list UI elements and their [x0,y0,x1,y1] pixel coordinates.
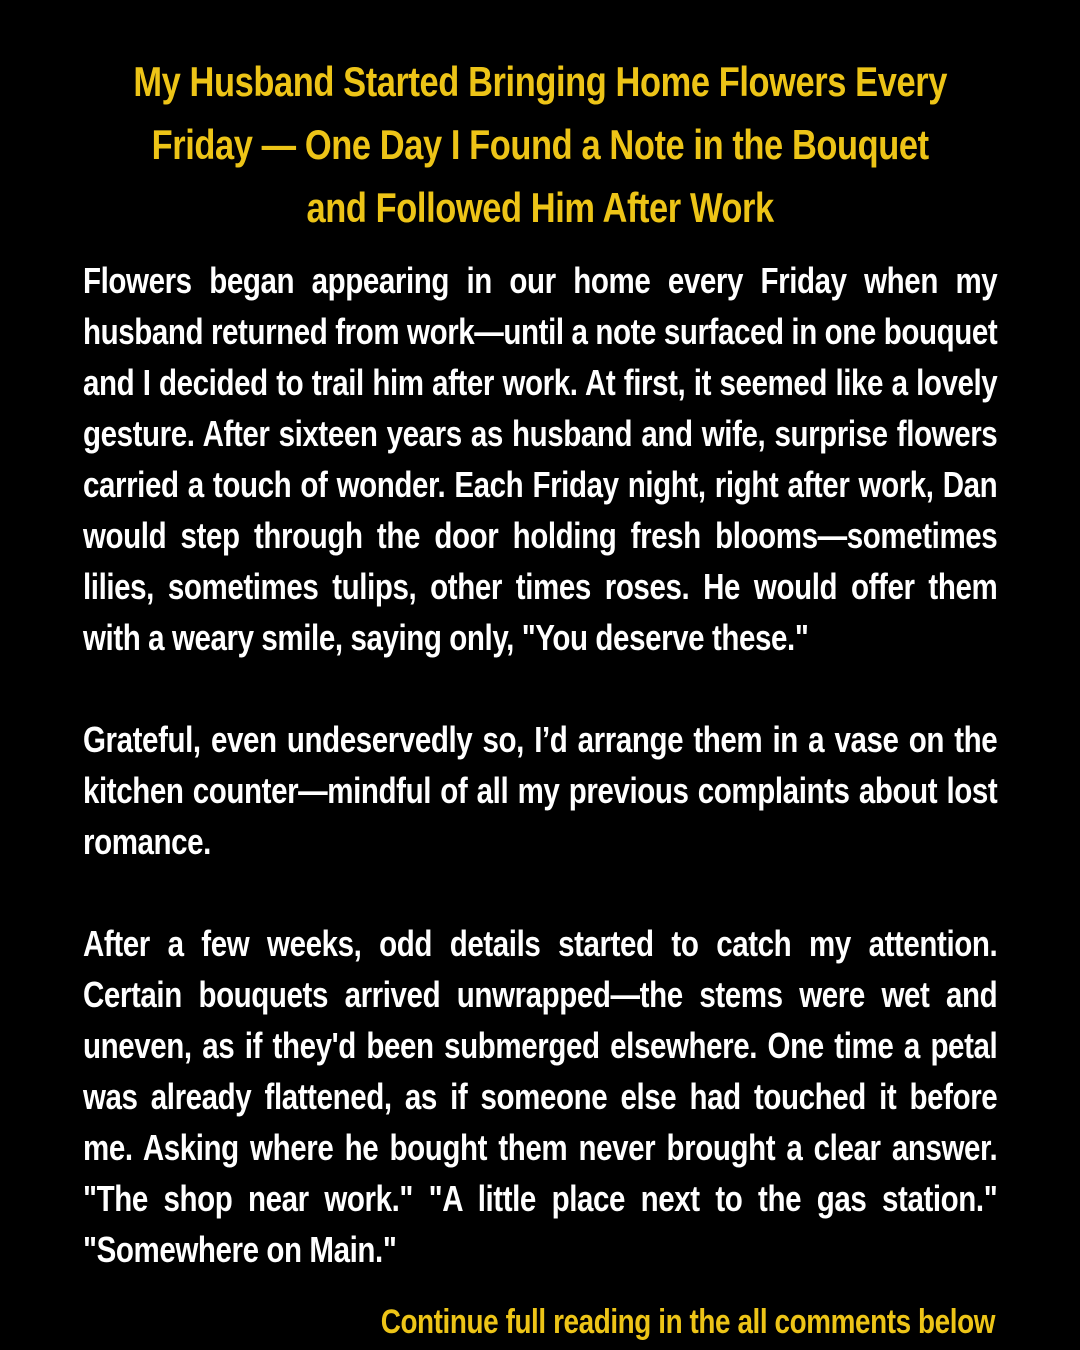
paragraph-3: After a few weeks, odd details started to catch my attention. Certain bouquets arrived unwrapped—the stems were wet and uneven, as if they'd been submerged elsewhere. One time a petal was already flattened, as if someone else had touched it before me. Asking where he bought them never brought a clear answer. "The shop near work." "A little place next to the gas station." "Somewhere on Main." [83,923,998,1270]
cta-banner [0,1296,1080,1350]
paragraph-1: Flowers began appearing in our home every Friday when my husband returned from work—until a note surfaced in one bouquet and I decided to trail him after work. At first, it seemed like a lovely gesture. After sixteen years as husband and wife, surprise flowers carried a touch of wonder. Each Friday night, right after work, Dan would step through the door holding fresh blooms—sometimes lilies, sometimes tulips, other times roses. He would offer them with a weary smile, saying only, "You deserve these." [83,260,998,658]
story-body [83,255,997,1275]
cta-text: Continue full reading in the all comments below [380,1303,995,1341]
title-line-2: Friday — One Day I Found a Note in the Bouquet [151,121,929,168]
story-title [83,50,997,239]
title-line-3: and Followed Him After Work [306,184,774,231]
paragraph-2: Grateful, even undeservedly so, I’d arrange them in a vase on the kitchen counter—mindful of all my previous complaints about lost romance. [83,719,998,862]
story-title-text [83,50,997,239]
story-body-text [83,255,997,1275]
title-line-1: My Husband Started Bringing Home Flowers Every [133,58,947,105]
